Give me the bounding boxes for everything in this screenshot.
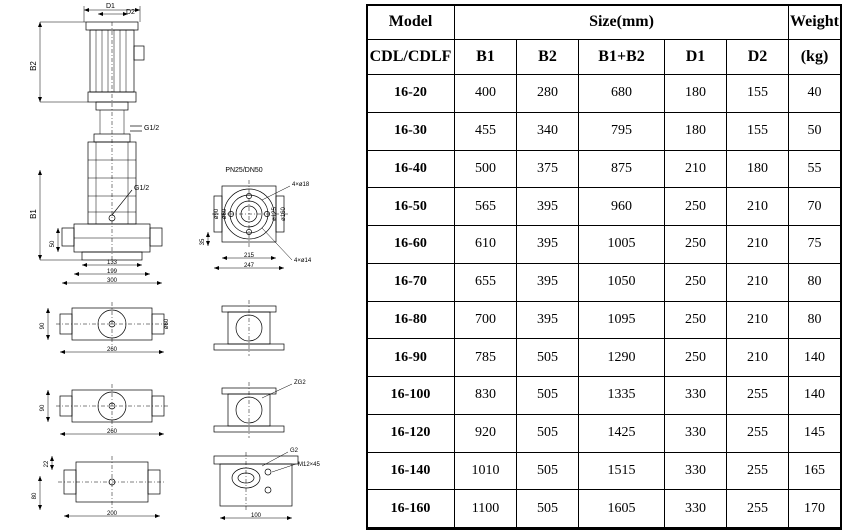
header-col-b2: B2 [517,40,579,75]
table-row [367,75,841,113]
cell-model: 16-20 [367,75,455,113]
table-row [367,339,841,377]
label-133: 133 [106,260,118,266]
label-view4-22: 22 [44,460,50,468]
cell-b1: 655 [455,263,517,301]
label-d125: ø125 [272,207,278,221]
table-row [367,226,841,264]
cell-d2: 155 [727,75,789,113]
table-row [367,112,841,150]
cell-model: 16-120 [367,414,455,452]
cell-model: 16-160 [367,490,455,528]
base-view-7 [214,448,321,520]
cell-b2: 395 [517,226,579,264]
cell-d1: 180 [665,112,727,150]
label-g12-bottom: G1/2 [134,185,150,192]
cell-d2: 255 [727,414,789,452]
label-view2-d60: ø60 [164,318,170,330]
cell-b1: 455 [455,112,517,150]
cell-model: 16-100 [367,377,455,415]
cell-b1b2: 1425 [579,414,665,452]
cell-b1b2: 1050 [579,263,665,301]
label-pn25-dn50: PN25/DN50 [225,167,263,174]
cell-b1b2: 1005 [579,226,665,264]
cell-weight: 145 [789,414,841,452]
cell-b2: 340 [517,112,579,150]
cell-b1: 1010 [455,452,517,490]
cell-d2: 255 [727,490,789,528]
side-view-5 [214,300,284,356]
table-row [367,150,841,188]
cell-d1: 330 [665,490,727,528]
base-view-4 [32,456,166,518]
flange-top-view [200,167,312,270]
label-300: 300 [106,278,118,284]
cell-weight: 50 [789,112,841,150]
cell-b1b2: 960 [579,188,665,226]
cell-b1: 920 [455,414,517,452]
cell-b1b2: 875 [579,150,665,188]
cell-model: 16-80 [367,301,455,339]
cell-b1: 500 [455,150,517,188]
label-4x14: 4×ø14 [294,258,312,264]
side-view-6 [214,380,306,438]
header-weight: Weight [789,5,841,40]
cell-d2: 210 [727,226,789,264]
cell-d2: 210 [727,301,789,339]
table-row [367,263,841,301]
label-215: 215 [243,253,255,259]
cell-b1b2: 1095 [579,301,665,339]
table-row [367,414,841,452]
base-view-3 [40,384,168,436]
cell-model: 16-30 [367,112,455,150]
label-view3-90: 90 [40,404,46,412]
cell-b2: 505 [517,490,579,528]
label-g2: G2 [290,448,299,454]
cell-b2: 505 [517,452,579,490]
specification-table [366,4,841,528]
label-view2-90: 90 [40,322,46,330]
table-row [367,188,841,226]
label-b1: B1 [29,209,38,219]
cell-weight: 70 [789,188,841,226]
cell-weight: 170 [789,490,841,528]
cell-d1: 250 [665,188,727,226]
label-view3-260: 260 [106,429,118,435]
label-4x18: 4×ø18 [292,182,310,188]
cell-weight: 55 [789,150,841,188]
cell-d1: 330 [665,377,727,415]
header-weight-sub: (kg) [789,40,841,75]
cell-weight: 40 [789,75,841,113]
cell-weight: 140 [789,339,841,377]
label-d60: ø60 [222,208,228,220]
label-view7-100: 100 [250,513,262,519]
label-m12x45: M12×45 [298,462,320,468]
label-35: 35 [200,238,206,246]
cell-b2: 375 [517,150,579,188]
header-model: Model [367,5,455,40]
table-row [367,452,841,490]
cell-d2: 255 [727,452,789,490]
cell-d1: 250 [665,301,727,339]
table-header [367,5,841,75]
cell-weight: 80 [789,301,841,339]
table-row [367,301,841,339]
label-199: 199 [106,269,118,275]
cell-model: 16-140 [367,452,455,490]
header-size: Size(mm) [455,5,789,40]
cell-b1: 1100 [455,490,517,528]
cell-b1: 400 [455,75,517,113]
cell-weight: 140 [789,377,841,415]
cell-b2: 280 [517,75,579,113]
cell-d1: 180 [665,75,727,113]
cell-d1: 250 [665,226,727,264]
cell-b2: 395 [517,188,579,226]
cell-weight: 80 [789,263,841,301]
cell-b1b2: 795 [579,112,665,150]
cell-d1: 330 [665,452,727,490]
cell-b2: 395 [517,263,579,301]
cell-d1: 330 [665,414,727,452]
cell-b1: 565 [455,188,517,226]
header-col-b1b2: B1+B2 [579,40,665,75]
label-247: 247 [243,263,255,269]
label-view4-200: 200 [106,511,118,517]
cell-model: 16-90 [367,339,455,377]
cell-b1b2: 1515 [579,452,665,490]
cell-b1b2: 1605 [579,490,665,528]
cell-b2: 505 [517,339,579,377]
cell-d2: 210 [727,339,789,377]
table-row [367,377,841,415]
cell-weight: 75 [789,226,841,264]
label-d90: ø90 [214,208,220,220]
cell-b1: 785 [455,339,517,377]
cell-d1: 250 [665,339,727,377]
cell-b1: 830 [455,377,517,415]
cell-b1: 700 [455,301,517,339]
label-d1: D1 [106,3,115,10]
label-d2: D2 [126,9,135,16]
cell-b1b2: 1335 [579,377,665,415]
table-row [367,490,841,528]
cell-b2: 395 [517,301,579,339]
header-col-b1: B1 [455,40,517,75]
cell-b2: 505 [517,377,579,415]
cell-d2: 210 [727,188,789,226]
technical-drawing-panel [0,0,360,532]
base-view-2 [40,302,170,354]
cell-d2: 155 [727,112,789,150]
label-g12-top: G1/2 [144,125,160,132]
label-b2: B2 [29,61,38,71]
cell-model: 16-60 [367,226,455,264]
header-col-d2: D2 [727,40,789,75]
cell-d1: 250 [665,263,727,301]
label-50: 50 [50,240,56,248]
label-d160: ø160 [281,207,287,221]
cell-weight: 165 [789,452,841,490]
cell-d2: 180 [727,150,789,188]
cell-b1b2: 1290 [579,339,665,377]
cell-b1b2: 680 [579,75,665,113]
cell-model: 16-70 [367,263,455,301]
label-view4-80: 80 [32,492,38,500]
cell-b2: 505 [517,414,579,452]
main-pump-view [29,3,162,285]
cell-d1: 210 [665,150,727,188]
specification-table-panel [366,4,840,528]
header-model-sub: CDL/CDLF [367,40,455,75]
cell-model: 16-50 [367,188,455,226]
label-view2-260: 260 [106,347,118,353]
cell-d2: 210 [727,263,789,301]
table-body [367,75,841,528]
cell-b1: 610 [455,226,517,264]
label-zg2: ZG2 [294,380,306,386]
cell-d2: 255 [727,377,789,415]
header-col-d1: D1 [665,40,727,75]
cell-model: 16-40 [367,150,455,188]
